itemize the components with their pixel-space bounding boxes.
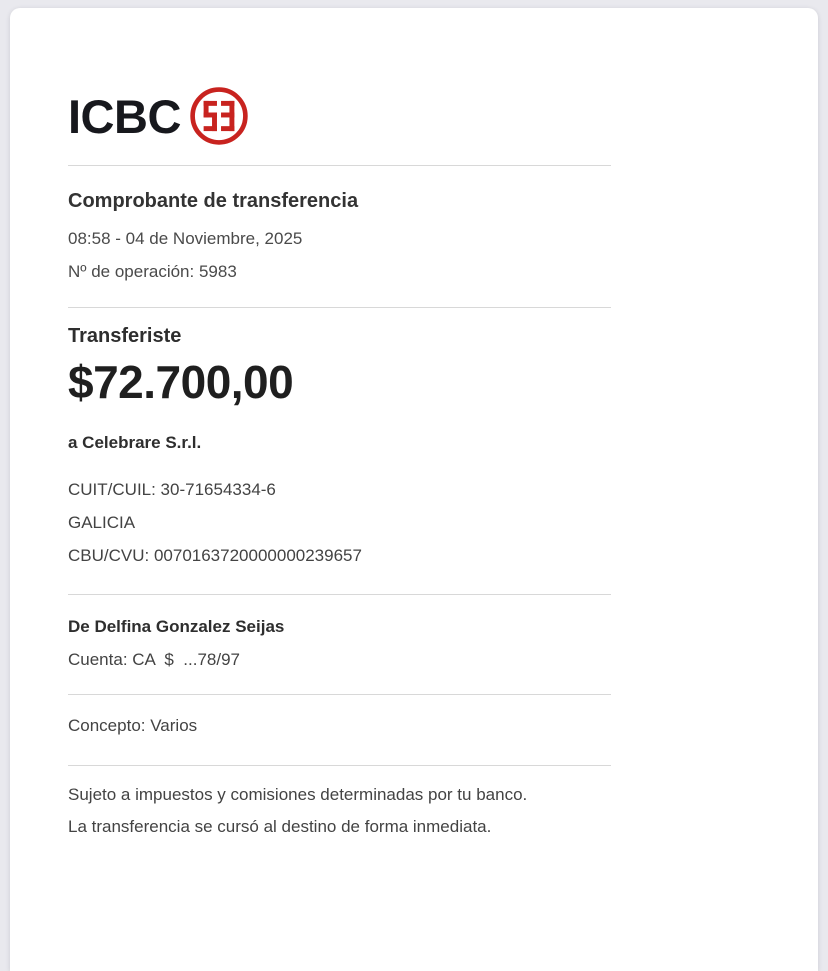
concept-line: Concepto: Varios: [68, 716, 198, 735]
sender-name: De Delfina Gonzalez Seijas: [68, 617, 285, 636]
icbc-wordmark: ICBC: [68, 89, 181, 143]
recipient-bank: GALICIA: [68, 513, 136, 532]
receipt-title: Comprobante de transferencia: [68, 190, 359, 212]
receipt-datetime: 08:58 - 04 de Noviembre, 2025: [68, 229, 303, 248]
divider: [68, 694, 611, 695]
divider: [68, 765, 611, 766]
transfer-action-label: Transferiste: [68, 325, 182, 347]
recipient-name: a Celebrare S.r.l.: [68, 433, 202, 452]
divider: [68, 594, 611, 595]
disclaimer-taxes: Sujeto a impuestos y comisiones determinadas por tu banco.: [68, 785, 528, 804]
divider: [68, 307, 611, 308]
operation-number: Nº de operación: 5983: [68, 262, 237, 281]
recipient-cbu: CBU/CVU: 0070163720000000239657: [68, 546, 362, 565]
icbc-emblem-icon: [190, 87, 248, 145]
disclaimer-immediate: La transferencia se cursó al destino de forma inmediata.: [68, 817, 492, 836]
bank-logo: [68, 88, 611, 144]
recipient-cuit: CUIT/CUIL: 30-71654334-6: [68, 480, 276, 499]
sender-account: Cuenta: CA $ ...78/97: [68, 650, 241, 669]
transfer-amount: $72.700,00: [68, 356, 294, 408]
divider: [68, 165, 611, 166]
receipt-content: [10, 8, 611, 837]
receipt-card: [10, 8, 818, 971]
